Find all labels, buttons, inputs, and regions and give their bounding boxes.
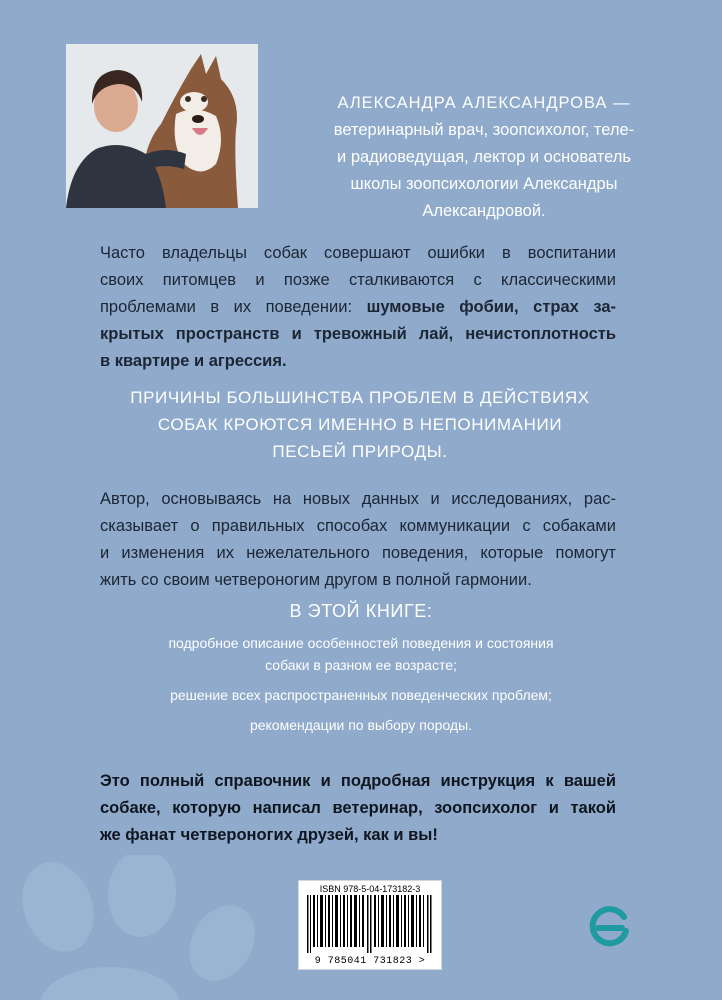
intro-text: проблемами в их поведении: <box>100 298 367 316</box>
barcode <box>298 880 442 970</box>
body-paragraph <box>100 486 616 594</box>
author-with-husky-illustration <box>66 44 258 208</box>
final-line: же фанат четвероногих друзей, как и вы! <box>100 826 438 844</box>
barcode-bars-icon <box>307 895 433 953</box>
callout-quote <box>80 384 640 465</box>
book-section-list <box>80 632 642 744</box>
author-bio-line: Александровой. <box>422 202 546 220</box>
intro-bold-line: крытых пространств и тревожный лай, нечистоплотность <box>100 325 616 343</box>
author-bio-line: школы зоопсихологии Александры <box>350 175 618 193</box>
author-bio-line: ветеринарный врач, зоопсихолог, теле- <box>333 121 635 139</box>
book-section-title: В ЭТОЙ КНИГЕ: <box>289 601 433 621</box>
isbn-digits: 9 785041 731823 > <box>314 956 426 967</box>
publisher-logo-icon <box>588 905 632 949</box>
paw-print-icon <box>0 855 270 1000</box>
body-line: и изменения их нежелательного поведения, которые помогут <box>100 544 616 562</box>
callout-line: СОБАК КРОЮТСЯ ИМЕННО В НЕПОНИМАНИИ <box>157 415 563 434</box>
list-item-line: подробное описание особенностей поведения и состояния <box>168 635 554 651</box>
intro-bold-text: шумовые фобии, страх за- <box>366 298 616 316</box>
intro-line: Часто владельцы собак совершают ошибки в воспитании <box>100 244 616 262</box>
intro-bold-line: в квартире и агрессия. <box>100 352 287 370</box>
final-paragraph <box>100 768 616 849</box>
intro-line-mixed <box>100 294 616 321</box>
author-photo <box>66 44 258 208</box>
intro-paragraph <box>100 240 616 375</box>
callout-line: ПЕСЬЕЙ ПРИРОДЫ. <box>272 442 448 461</box>
final-line: собаке, которую написал ветеринар, зоопсихолог и такой <box>100 799 616 817</box>
author-bio-line: и радиоведущая, лектор и основатель <box>337 148 631 166</box>
intro-line: своих питомцев и позже сталкиваются с классическими <box>100 271 616 289</box>
list-item <box>80 632 642 676</box>
isbn-label: ISBN 978-5-04-173182-3 <box>319 884 421 894</box>
final-line: Это полный справочник и подробная инструкция к вашей <box>100 772 616 790</box>
body-line: Автор, основываясь на новых данных и исследованиях, рас- <box>100 490 616 508</box>
list-item-line: рекомендации по выбору породы. <box>249 717 473 733</box>
list-item-line: собаки в разном ее возрасте; <box>265 657 457 673</box>
list-item <box>80 684 642 706</box>
author-bio <box>284 90 684 225</box>
body-line: сказывает о правильных способах коммуникации с собаками <box>100 517 616 535</box>
callout-line: ПРИЧИНЫ БОЛЬШИНСТВА ПРОБЛЕМ В ДЕЙСТВИЯХ <box>130 388 590 407</box>
list-item-line: решение всех распространенных поведенческих проблем; <box>170 687 552 703</box>
body-line: жить со своим четвероногим другом в полной гармонии. <box>100 571 532 589</box>
author-name: АЛЕКСАНДРА АЛЕКСАНДРОВА — <box>337 94 631 112</box>
list-item <box>80 714 642 736</box>
